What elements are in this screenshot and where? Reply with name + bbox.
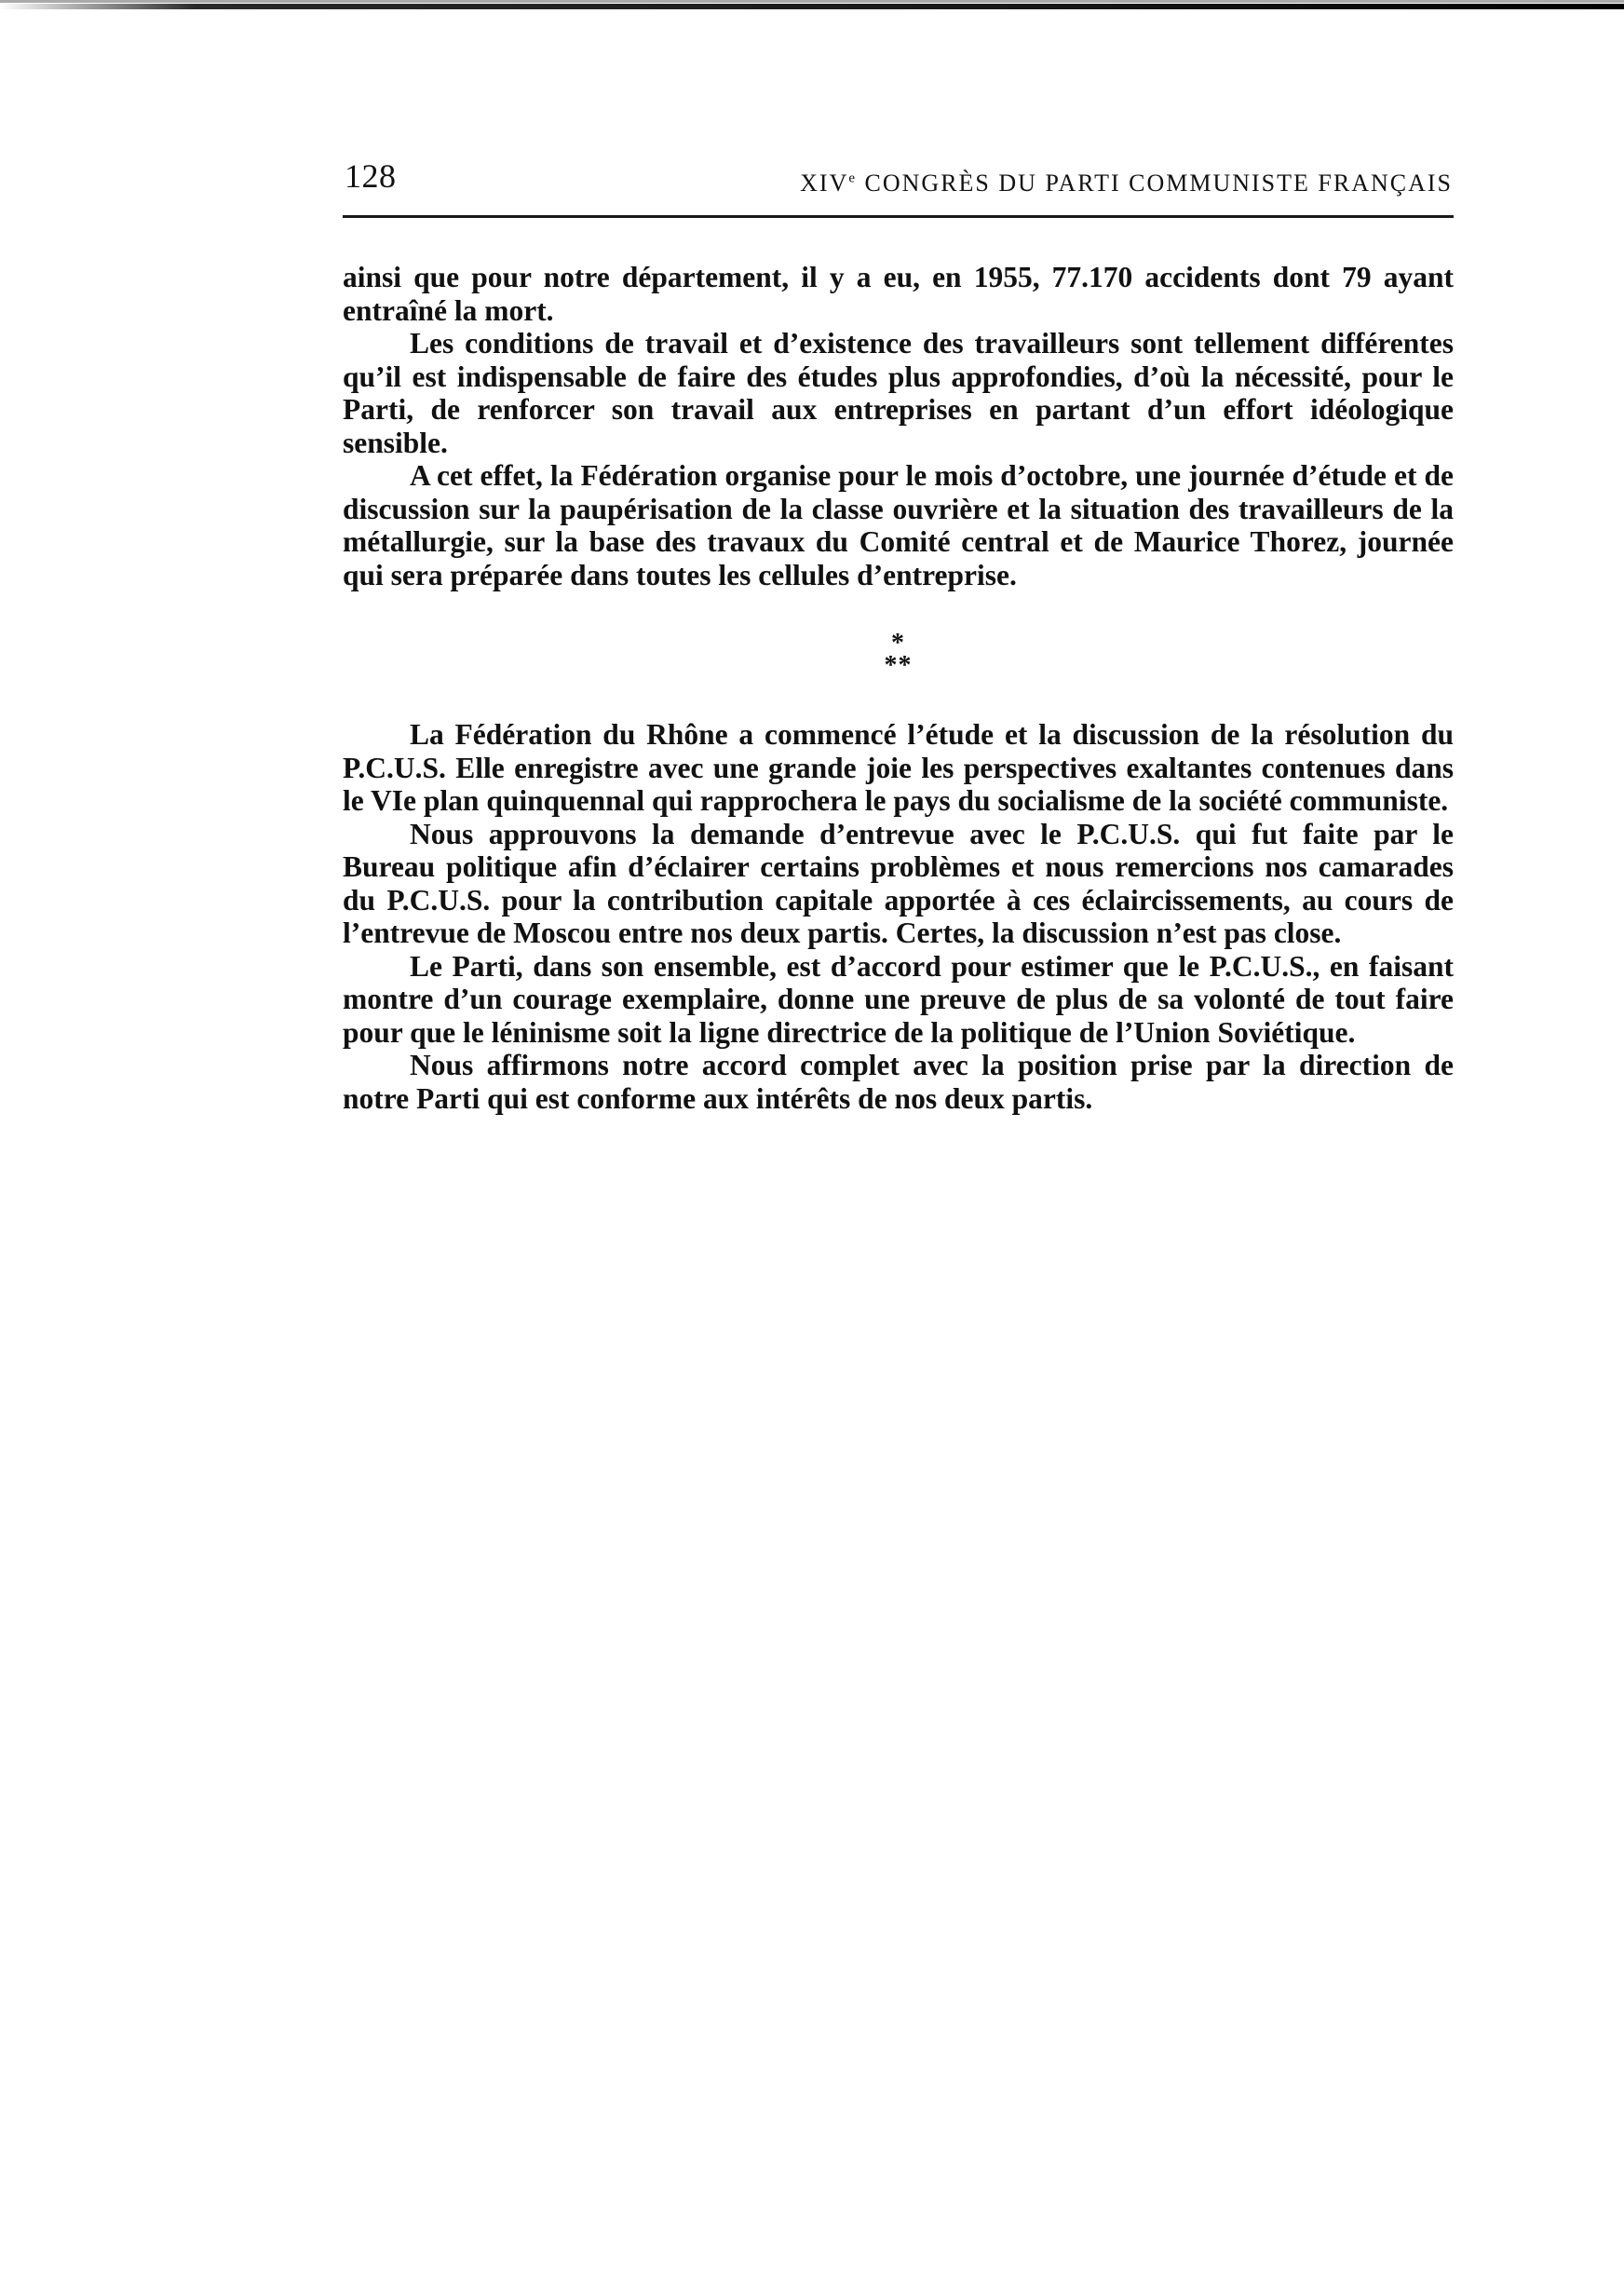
header-rule <box>343 215 1454 218</box>
running-title-superscript: e <box>848 170 858 186</box>
section-break-bottom-stars: ** <box>884 651 913 680</box>
paragraph-2: Les conditions de travail et d’existence des travailleurs sont tellement différentes qu’il est indispensable de faire des études plus approfondies, d’où la nécessité, pour le Parti, de renforcer son travail aux entreprises en partant d’un effort idéologique sensible. <box>343 327 1454 459</box>
section-break-top-star: * <box>891 629 905 658</box>
top-edge-rule-thin <box>0 0 1624 3</box>
paragraph-1: ainsi que pour notre département, il y a eu, en 1955, 77.170 accidents dont 79 ayant entraîné la mort. <box>343 261 1454 327</box>
running-title <box>800 170 1453 197</box>
body-text <box>343 261 1454 1115</box>
page-number: 128 <box>345 157 397 195</box>
paragraph-3: A cet effet, la Fédération organise pour le mois d’octobre, une journée d’étude et de discussion sur la paupérisation de la classe ouvrière et la situation des travailleurs de la métallurgie, sur la base des travaux du Comité central et de Maurice Thorez, journée qui sera préparée dans toutes les cellules d’entreprise. <box>343 459 1454 591</box>
page-header <box>345 156 1453 209</box>
top-edge-rule <box>0 4 1624 9</box>
paragraph-4: La Fédération du Rhône a commencé l’étude et la discussion de la résolution du P.C.U.S. Elle enregistre avec une grande joie les perspectives exaltantes contenues dans le VIe plan quinquennal qui rapprochera le pays du socialisme de la société communiste. <box>343 718 1454 817</box>
section-break-asterisks <box>343 629 1454 680</box>
paragraph-5: Nous approuvons la demande d’entrevue avec le P.C.U.S. qui fut faite par le Bureau politique afin d’éclairer certains problèmes et nous remercions nos camarades du P.C.U.S. pour la contribution capitale apportée à ces éclaircissements, au cours de l’entrevue de Moscou entre nos deux partis. Certes, la discussion n’est pas close. <box>343 817 1454 949</box>
running-title-prefix: XIV <box>800 170 849 197</box>
running-title-rest: CONGRÈS DU PARTI COMMUNISTE FRANÇAIS <box>857 170 1453 197</box>
paragraph-7: Nous affirmons notre accord complet avec la position prise par la direction de notre Parti qui est conforme aux intérêts de nos deux partis. <box>343 1049 1454 1115</box>
paragraph-6: Le Parti, dans son ensemble, est d’accord pour estimer que le P.C.U.S., en faisant montre d’un courage exemplaire, donne une preuve de plus de sa volonté de tout faire pour que le léninisme soit la ligne directrice de la politique de l’Union Soviétique. <box>343 949 1454 1049</box>
